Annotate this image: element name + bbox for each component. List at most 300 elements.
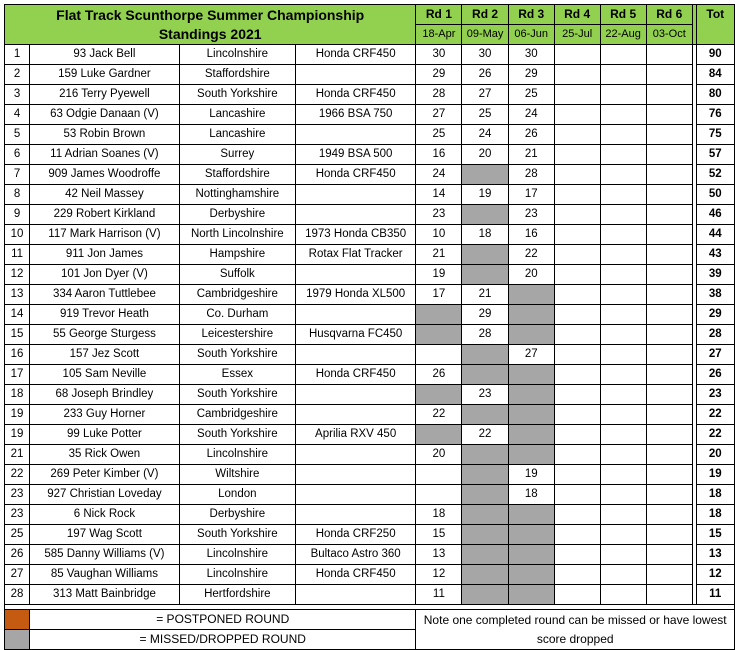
rider-cell: 334 Aaron Tuttlebee [30, 285, 180, 305]
bike-cell: Honda CRF450 [295, 85, 415, 105]
round-4-score [554, 265, 600, 285]
position-cell: 2 [5, 65, 30, 85]
round-5-score [600, 525, 646, 545]
round-6-header: Rd 6 [646, 5, 692, 25]
county-cell: South Yorkshire [179, 385, 295, 405]
round-5-score [600, 405, 646, 425]
table-row [5, 265, 735, 285]
table-row [5, 485, 735, 505]
bike-cell [295, 345, 415, 365]
round-3-score: 22 [508, 245, 554, 265]
round-4-score [554, 105, 600, 125]
county-cell: Leicestershire [179, 325, 295, 345]
round-1-score [416, 345, 462, 365]
total-score: 12 [696, 565, 734, 585]
standings-table [4, 4, 735, 650]
rider-cell: 99 Luke Potter [30, 425, 180, 445]
round-3-score [508, 445, 554, 465]
round-6-score [646, 265, 692, 285]
round-4-header: Rd 4 [554, 5, 600, 25]
total-score: 39 [696, 265, 734, 285]
round-4-date: 25-Jul [554, 25, 600, 45]
table-row [5, 465, 735, 485]
round-4-score [554, 425, 600, 445]
table-row [5, 445, 735, 465]
position-cell: 10 [5, 225, 30, 245]
county-cell: Staffordshire [179, 165, 295, 185]
round-6-score [646, 405, 692, 425]
round-5-score [600, 265, 646, 285]
round-6-score [646, 185, 692, 205]
county-cell: Suffolk [179, 265, 295, 285]
round-3-score: 21 [508, 145, 554, 165]
rider-cell: 927 Christian Loveday [30, 485, 180, 505]
missed-legend: = MISSED/DROPPED ROUND [30, 630, 416, 650]
round-1-score [416, 485, 462, 505]
round-1-score: 20 [416, 445, 462, 465]
round-4-score [554, 445, 600, 465]
bike-cell: Honda CRF450 [295, 365, 415, 385]
round-4-score [554, 245, 600, 265]
round-3-score: 28 [508, 165, 554, 185]
county-cell: Wiltshire [179, 465, 295, 485]
position-cell: 26 [5, 545, 30, 565]
total-score: 46 [696, 205, 734, 225]
round-5-score [600, 505, 646, 525]
total-score: 57 [696, 145, 734, 165]
round-6-score [646, 445, 692, 465]
rider-cell: 269 Peter Kimber (V) [30, 465, 180, 485]
round-6-score [646, 545, 692, 565]
round-1-score: 22 [416, 405, 462, 425]
round-5-score [600, 365, 646, 385]
round-5-score [600, 305, 646, 325]
rider-cell: 585 Danny Williams (V) [30, 545, 180, 565]
round-3-score: 17 [508, 185, 554, 205]
bike-cell: Bultaco Astro 360 [295, 545, 415, 565]
county-cell: Lincolnshire [179, 445, 295, 465]
table-row [5, 65, 735, 85]
rider-cell: 68 Joseph Brindley [30, 385, 180, 405]
total-score: 38 [696, 285, 734, 305]
round-4-score [554, 485, 600, 505]
bike-cell: Husqvarna FC450 [295, 325, 415, 345]
round-5-score [600, 245, 646, 265]
position-cell: 23 [5, 485, 30, 505]
round-4-score [554, 385, 600, 405]
round-5-score [600, 565, 646, 585]
position-cell: 13 [5, 285, 30, 305]
round-4-score [554, 545, 600, 565]
table-row [5, 365, 735, 385]
round-6-date: 03-Oct [646, 25, 692, 45]
round-1-score: 14 [416, 185, 462, 205]
rider-cell: 11 Adrian Soanes (V) [30, 145, 180, 165]
rider-cell: 35 Rick Owen [30, 445, 180, 465]
table-row [5, 185, 735, 205]
table-row [5, 125, 735, 145]
round-6-score [646, 105, 692, 125]
bike-cell: Honda CRF450 [295, 565, 415, 585]
county-cell: South Yorkshire [179, 425, 295, 445]
bike-cell [295, 65, 415, 85]
round-6-score [646, 425, 692, 445]
position-cell: 19 [5, 405, 30, 425]
round-3-score: 20 [508, 265, 554, 285]
bike-cell: Rotax Flat Tracker [295, 245, 415, 265]
total-score: 28 [696, 325, 734, 345]
table-row [5, 245, 735, 265]
round-1-score: 28 [416, 85, 462, 105]
rider-cell: 197 Wag Scott [30, 525, 180, 545]
round-4-score [554, 585, 600, 605]
round-5-score [600, 485, 646, 505]
round-5-header: Rd 5 [600, 5, 646, 25]
table-row [5, 205, 735, 225]
county-cell: Cambridgeshire [179, 285, 295, 305]
round-2-score [462, 465, 508, 485]
total-score: 75 [696, 125, 734, 145]
table-row [5, 585, 735, 605]
table-row [5, 385, 735, 405]
county-cell: Lincolnshire [179, 545, 295, 565]
total-header: Tot [696, 5, 734, 45]
table-row [5, 545, 735, 565]
table-row [5, 305, 735, 325]
position-cell: 18 [5, 385, 30, 405]
round-4-score [554, 205, 600, 225]
round-3-score: 26 [508, 125, 554, 145]
bike-cell: 1973 Honda CB350 [295, 225, 415, 245]
round-4-score [554, 305, 600, 325]
round-3-date: 06-Jun [508, 25, 554, 45]
standings-rows [5, 45, 735, 605]
sheet-title [5, 5, 416, 45]
round-5-score [600, 545, 646, 565]
position-cell: 14 [5, 305, 30, 325]
rider-cell: 919 Trevor Heath [30, 305, 180, 325]
round-5-score [600, 125, 646, 145]
total-score: 29 [696, 305, 734, 325]
round-1-score: 11 [416, 585, 462, 605]
round-1-score [416, 325, 462, 345]
round-5-score [600, 345, 646, 365]
round-3-score [508, 285, 554, 305]
position-cell: 27 [5, 565, 30, 585]
bike-cell [295, 405, 415, 425]
round-3-score [508, 545, 554, 565]
total-score: 76 [696, 105, 734, 125]
round-2-score [462, 265, 508, 285]
round-6-score [646, 65, 692, 85]
bike-cell: Honda CRF450 [295, 165, 415, 185]
round-3-score: 18 [508, 485, 554, 505]
round-5-score [600, 385, 646, 405]
bike-cell: Honda CRF450 [295, 45, 415, 65]
round-1-score: 24 [416, 165, 462, 185]
round-1-header: Rd 1 [416, 5, 462, 25]
round-4-score [554, 505, 600, 525]
round-5-score [600, 285, 646, 305]
round-5-date: 22-Aug [600, 25, 646, 45]
round-1-score: 27 [416, 105, 462, 125]
county-cell: South Yorkshire [179, 525, 295, 545]
position-cell: 9 [5, 205, 30, 225]
round-2-score: 26 [462, 65, 508, 85]
bike-cell [295, 445, 415, 465]
postponed-legend: = POSTPONED ROUND [30, 610, 416, 630]
rider-cell: 313 Matt Bainbridge [30, 585, 180, 605]
round-3-score: 19 [508, 465, 554, 485]
round-6-score [646, 45, 692, 65]
round-6-score [646, 85, 692, 105]
total-score: 18 [696, 505, 734, 525]
rider-cell: 909 James Woodroffe [30, 165, 180, 185]
round-4-score [554, 405, 600, 425]
round-5-score [600, 205, 646, 225]
bike-cell [295, 185, 415, 205]
round-5-score [600, 45, 646, 65]
round-3-score [508, 505, 554, 525]
bike-cell: 1949 BSA 500 [295, 145, 415, 165]
rules-note: Note one completed round can be missed or have lowest score dropped [416, 610, 735, 650]
round-6-score [646, 165, 692, 185]
round-3-score [508, 585, 554, 605]
round-2-score [462, 485, 508, 505]
round-5-score [600, 225, 646, 245]
county-cell: Derbyshire [179, 205, 295, 225]
round-1-score: 29 [416, 65, 462, 85]
round-3-score: 16 [508, 225, 554, 245]
round-4-score [554, 525, 600, 545]
county-cell: South Yorkshire [179, 345, 295, 365]
round-5-score [600, 465, 646, 485]
round-1-score: 18 [416, 505, 462, 525]
total-score: 90 [696, 45, 734, 65]
county-cell: Derbyshire [179, 505, 295, 525]
total-score: 23 [696, 385, 734, 405]
bike-cell [295, 465, 415, 485]
total-score: 19 [696, 465, 734, 485]
total-score: 13 [696, 545, 734, 565]
county-cell: Lancashire [179, 105, 295, 125]
rider-cell: 53 Robin Brown [30, 125, 180, 145]
round-6-score [646, 465, 692, 485]
round-6-score [646, 325, 692, 345]
county-cell: Co. Durham [179, 305, 295, 325]
table-row [5, 285, 735, 305]
position-cell: 4 [5, 105, 30, 125]
total-score: 52 [696, 165, 734, 185]
round-1-score: 15 [416, 525, 462, 545]
position-cell: 1 [5, 45, 30, 65]
table-row [5, 405, 735, 425]
position-cell: 16 [5, 345, 30, 365]
round-2-score [462, 405, 508, 425]
rider-cell: 117 Mark Harrison (V) [30, 225, 180, 245]
round-2-date: 09-May [462, 25, 508, 45]
round-2-score: 28 [462, 325, 508, 345]
round-3-score [508, 325, 554, 345]
round-6-score [646, 225, 692, 245]
round-6-score [646, 525, 692, 545]
round-6-score [646, 485, 692, 505]
round-3-score [508, 425, 554, 445]
round-5-score [600, 185, 646, 205]
round-4-score [554, 85, 600, 105]
round-4-score [554, 65, 600, 85]
total-score: 50 [696, 185, 734, 205]
position-cell: 8 [5, 185, 30, 205]
table-row [5, 105, 735, 125]
total-score: 80 [696, 85, 734, 105]
round-5-score [600, 425, 646, 445]
bike-cell [295, 125, 415, 145]
county-cell: London [179, 485, 295, 505]
position-cell: 22 [5, 465, 30, 485]
position-cell: 11 [5, 245, 30, 265]
round-3-score: 27 [508, 345, 554, 365]
table-row [5, 45, 735, 65]
county-cell: North Lincolnshire [179, 225, 295, 245]
table-row [5, 145, 735, 165]
round-2-score: 22 [462, 425, 508, 445]
round-1-score: 12 [416, 565, 462, 585]
round-2-score: 19 [462, 185, 508, 205]
round-6-score [646, 145, 692, 165]
round-2-score [462, 505, 508, 525]
round-2-header: Rd 2 [462, 5, 508, 25]
position-cell: 6 [5, 145, 30, 165]
round-4-score [554, 145, 600, 165]
round-3-score [508, 365, 554, 385]
round-4-score [554, 465, 600, 485]
county-cell: Lincolnshire [179, 565, 295, 585]
county-cell: Lincolnshire [179, 45, 295, 65]
total-score: 84 [696, 65, 734, 85]
round-4-score [554, 365, 600, 385]
county-cell: South Yorkshire [179, 85, 295, 105]
round-4-score [554, 165, 600, 185]
bike-cell: Honda CRF250 [295, 525, 415, 545]
round-1-score: 30 [416, 45, 462, 65]
county-cell: Hertfordshire [179, 585, 295, 605]
round-3-header: Rd 3 [508, 5, 554, 25]
round-4-score [554, 345, 600, 365]
round-1-score: 17 [416, 285, 462, 305]
round-4-score [554, 185, 600, 205]
rider-cell: 55 George Sturgess [30, 325, 180, 345]
round-2-score: 21 [462, 285, 508, 305]
table-row [5, 325, 735, 345]
round-2-score [462, 165, 508, 185]
rider-cell: 42 Neil Massey [30, 185, 180, 205]
round-2-score [462, 245, 508, 265]
round-6-score [646, 385, 692, 405]
round-2-score: 24 [462, 125, 508, 145]
round-3-score: 30 [508, 45, 554, 65]
rider-cell: 63 Odgie Danaan (V) [30, 105, 180, 125]
round-4-score [554, 325, 600, 345]
round-3-score [508, 565, 554, 585]
round-2-score [462, 565, 508, 585]
total-score: 26 [696, 365, 734, 385]
table-row [5, 225, 735, 245]
round-3-score [508, 525, 554, 545]
rider-cell: 101 Jon Dyer (V) [30, 265, 180, 285]
county-cell: Surrey [179, 145, 295, 165]
round-1-score [416, 465, 462, 485]
round-1-score: 23 [416, 205, 462, 225]
round-1-score: 10 [416, 225, 462, 245]
round-2-score [462, 345, 508, 365]
round-1-score: 16 [416, 145, 462, 165]
round-2-score [462, 545, 508, 565]
position-cell: 23 [5, 505, 30, 525]
round-2-score: 30 [462, 45, 508, 65]
round-6-score [646, 305, 692, 325]
round-1-score: 19 [416, 265, 462, 285]
rider-cell: 157 Jez Scott [30, 345, 180, 365]
round-2-score [462, 205, 508, 225]
total-score: 20 [696, 445, 734, 465]
bike-cell: 1979 Honda XL500 [295, 285, 415, 305]
round-3-score [508, 385, 554, 405]
bike-cell [295, 305, 415, 325]
table-row [5, 565, 735, 585]
position-cell: 12 [5, 265, 30, 285]
round-5-score [600, 145, 646, 165]
total-score: 22 [696, 425, 734, 445]
round-3-score [508, 405, 554, 425]
total-score: 44 [696, 225, 734, 245]
missed-swatch [5, 630, 30, 650]
bike-cell: 1966 BSA 750 [295, 105, 415, 125]
round-4-score [554, 565, 600, 585]
title-line-1: Flat Track Scunthorpe Summer Championship [56, 6, 365, 23]
round-1-score [416, 385, 462, 405]
total-score: 11 [696, 585, 734, 605]
county-cell: Lancashire [179, 125, 295, 145]
round-6-score [646, 245, 692, 265]
round-4-score [554, 125, 600, 145]
round-6-score [646, 505, 692, 525]
position-cell: 3 [5, 85, 30, 105]
round-6-score [646, 125, 692, 145]
round-3-score: 29 [508, 65, 554, 85]
position-cell: 25 [5, 525, 30, 545]
bike-cell [295, 205, 415, 225]
round-4-score [554, 45, 600, 65]
position-cell: 5 [5, 125, 30, 145]
rider-cell: 93 Jack Bell [30, 45, 180, 65]
round-5-score [600, 105, 646, 125]
table-row [5, 525, 735, 545]
bike-cell [295, 585, 415, 605]
county-cell: Hampshire [179, 245, 295, 265]
bike-cell [295, 385, 415, 405]
table-row [5, 505, 735, 525]
rider-cell: 159 Luke Gardner [30, 65, 180, 85]
round-3-score [508, 305, 554, 325]
postponed-swatch [5, 610, 30, 630]
position-cell: 7 [5, 165, 30, 185]
round-3-score: 25 [508, 85, 554, 105]
round-2-score [462, 365, 508, 385]
round-5-score [600, 85, 646, 105]
round-5-score [600, 325, 646, 345]
round-5-score [600, 165, 646, 185]
